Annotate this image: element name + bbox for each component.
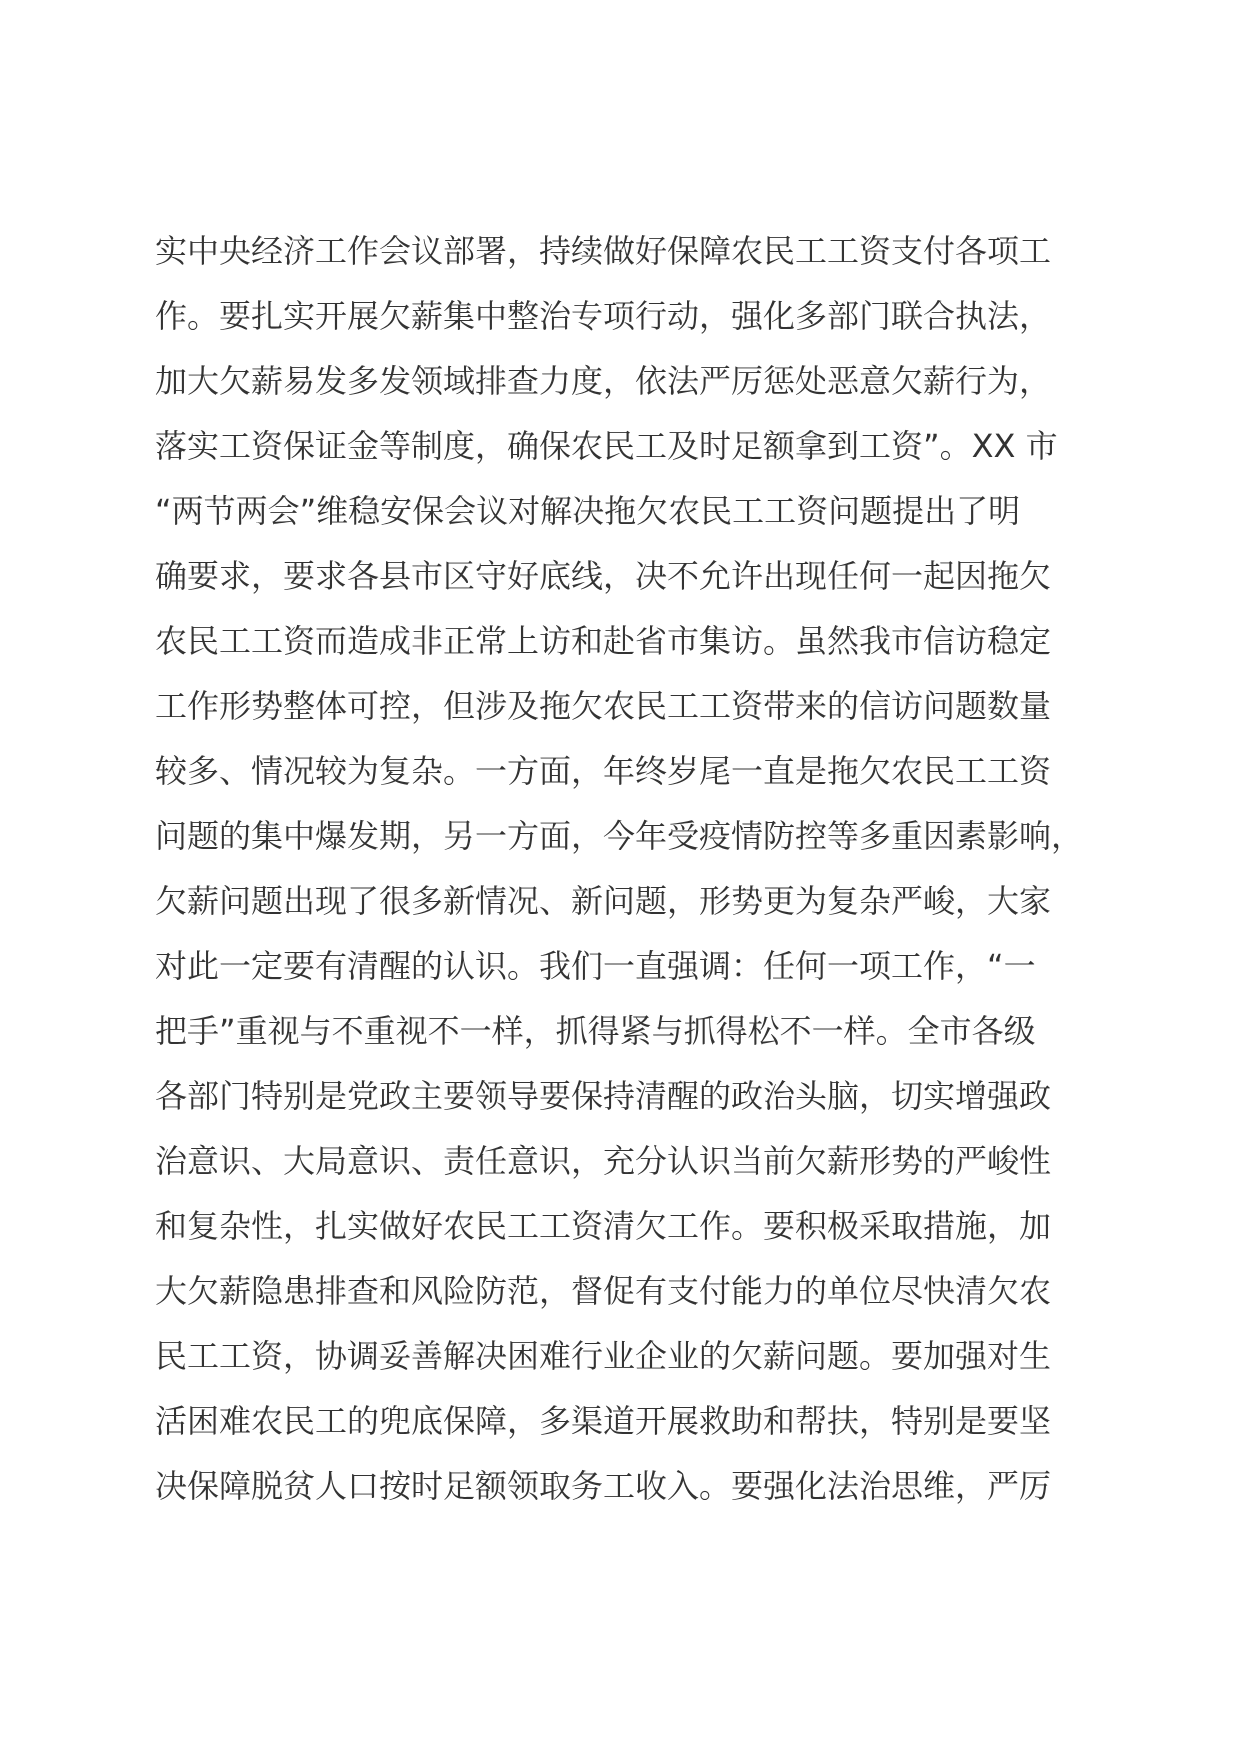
text-line: 欠薪问题出现了很多新情况、新问题，形势更为复杂严峻，大家 <box>155 882 1052 920</box>
text-line: 活困难农民工的兜底保障，多渠道开展救助和帮扶，特别是要坚 <box>155 1402 1052 1440</box>
text-line: 加大欠薪易发多发领域排查力度，依法严厉惩处恶意欠薪行为， <box>155 362 1052 400</box>
text-line: 确要求，要求各县市区守好底线，决不允许出现任何一起因拖欠 <box>155 557 1052 595</box>
text-line: “两节两会”维稳安保会议对解决拖欠农民工工资问题提出了明 <box>155 492 1021 530</box>
text-line: 实中央经济工作会议部署，持续做好保障农民工工资支付各项工 <box>155 232 1052 270</box>
body-paragraph <box>155 219 1095 1519</box>
text-line: 问题的集中爆发期，另一方面，今年受疫情防控等多重因素影响， <box>155 817 1084 855</box>
text-line: 农民工工资而造成非正常上访和赴省市集访。虽然我市信访稳定 <box>155 622 1052 660</box>
text-line: 和复杂性，扎实做好农民工工资清欠工作。要积极采取措施，加 <box>155 1207 1052 1245</box>
text-line: 治意识、大局意识、责任意识，充分认识当前欠薪形势的严峻性 <box>155 1142 1052 1180</box>
text-line: 落实工资保证金等制度，确保农民工及时足额拿到工资”。XX 市 <box>155 427 1058 465</box>
text-line: 各部门特别是党政主要领导要保持清醒的政治头脑，切实增强政 <box>155 1077 1052 1115</box>
text-line: 民工工资，协调妥善解决困难行业企业的欠薪问题。要加强对生 <box>155 1337 1052 1375</box>
text-line: 对此一定要有清醒的认识。我们一直强调：任何一项工作，“一 <box>155 947 1036 985</box>
text-line: 较多、情况较为复杂。一方面，年终岁尾一直是拖欠农民工工资 <box>155 752 1052 790</box>
text-line: 决保障脱贫人口按时足额领取务工收入。要强化法治思维，严厉 <box>155 1467 1052 1505</box>
text-line: 大欠薪隐患排查和风险防范，督促有支付能力的单位尽快清欠农 <box>155 1272 1052 1310</box>
text-line: 作。要扎实开展欠薪集中整治专项行动，强化多部门联合执法， <box>155 297 1052 335</box>
text-line: 工作形势整体可控，但涉及拖欠农民工工资带来的信访问题数量 <box>155 687 1052 725</box>
text-line: 把手”重视与不重视不一样，抓得紧与抓得松不一样。全市各级 <box>155 1012 1036 1050</box>
